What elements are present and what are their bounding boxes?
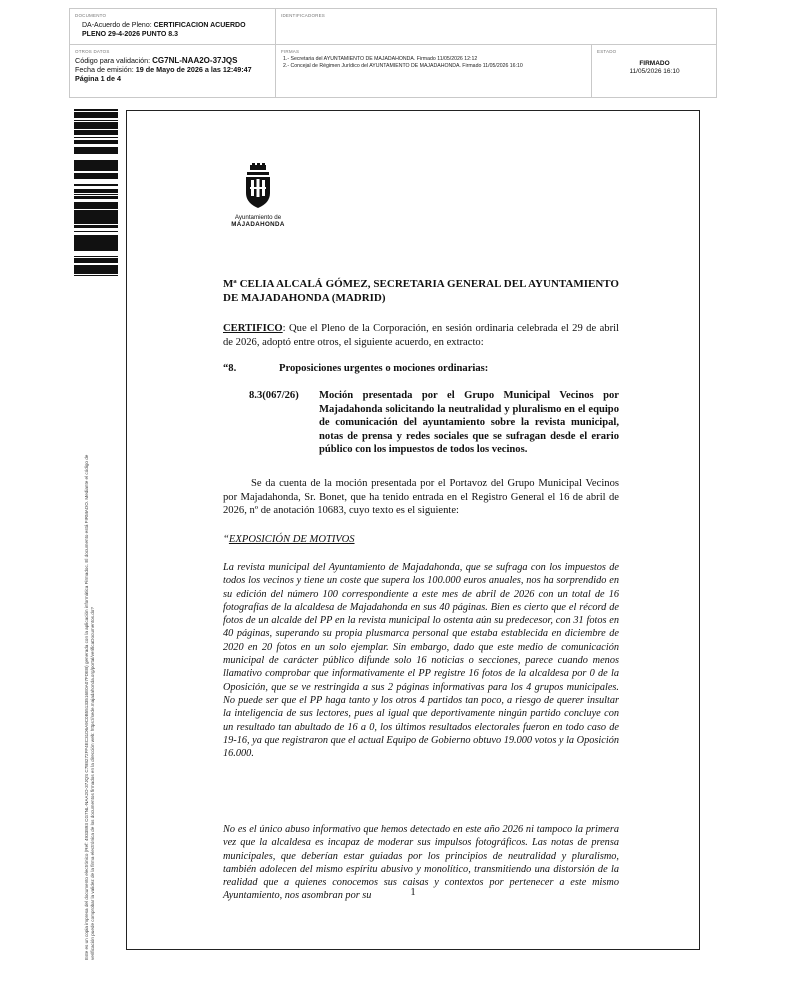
- document-title: Mª CELIA ALCALÁ GÓMEZ, SECRETARIA GENERAL DEL AYUNTAMIENTO DE MAJADAHONDA (MADRID): [223, 278, 619, 304]
- section-title: Proposiciones urgentes o mociones ordinarias:: [279, 363, 489, 374]
- expo-title: EXPOSICIÓN DE MOTIVOS: [228, 534, 355, 545]
- section-number: “8.: [223, 363, 237, 374]
- estado-value: FIRMADO: [639, 60, 670, 67]
- otros-label: OTROS DATOS: [75, 49, 110, 54]
- certifico-label: CERTIFICO: [223, 323, 283, 334]
- codigo-prefix: Código para validación:: [75, 56, 151, 65]
- logo-text: [223, 214, 293, 228]
- side-text-line-1: Este es un copia impresa del documento electrónico (Ref: 4933893 CG7NL-NAA2O-37JQS C7B8272FF4EC31D6A9C0B55133516E0A07FDEB) generada con la aplicación informática Firmadoc. El documento está FIRMADO. Mediante el código de: [84, 454, 89, 960]
- document-header: [69, 8, 717, 98]
- motivos-paragraph-1: La revista municipal del Ayuntamiento de Majadahonda, que se sufraga con los impuestos de todos los vecinos y tiene un coste que supera los 100.000 euros anuales, nos ha sorprendido en su edición del número 100 correspondiente a este mes de abril de 2026 con un total de 16 fotografías de la alcaldesa de Majadahonda en sus 40 páginas. Bien es cierto que el récord de fotos de un alcalde del PP en la revista municipal lo ostenta aún su predecesor, con 31 fotos en 40 páginas, superando su propia plusmarca personal que estaba establecida en diciembre de 2020 en 20 fotos en un solo ejemplar. Sin embargo, dado que este medio de comunicación municipal de carácter público difunde solo 16 noticias o secciones, parece cuando menos llamativo comprobar que informativamente el PP registre 16 fotos de la alcaldesa por 0 de la Oposición, que se ve restringida a sus 2 páginas informativas para los 4 grupos municipales. No puede ser que el PP haga tanto y los otros 4 partidos tan poco, a riesgo de querer insultar la inteligencia de sus lectores, pues al igual que deportivamente ningún partido concluye con un resultado tan abultado de 16 a 0, los últimos resultados electorales fueron en todo caso de 19-16, ya que registraron que el actual Equipo de Gobierno obtuvo 19.000 votos y la Oposición 16.000.: [223, 562, 619, 760]
- barcode-image: [74, 108, 118, 276]
- firmas-cell: [276, 45, 592, 98]
- certifico-paragraph: [223, 322, 619, 349]
- documento-text: [75, 21, 270, 39]
- firmas-label: FIRMAS: [281, 49, 300, 54]
- motivos-paragraph-2: No es el único abuso informativo que hemos detectado en este año 2026 ni tampoco la primera vez que la alcaldesa es incapaz de moderar sus impulsos fotográficos. Las notas de prensa municipales, que deberían estar guiadas por los principios de neutralidad y pluralismo, también adolecen del mismo espíritu abusivo y monolítico, transmitiendo una distorsión de la realidad que a quienes conocemos sus caisas y contextos por pertenecer a este mismo Ayuntamiento, nos asombran por su: [223, 824, 619, 902]
- page-number: 1: [410, 887, 416, 898]
- coat-of-arms-icon: [241, 163, 275, 209]
- fecha-prefix: Fecha de emisión:: [75, 65, 134, 74]
- estado-cell: [592, 45, 717, 98]
- logo-line-2: MAJADAHONDA: [231, 221, 285, 228]
- fecha-value: 19 de Mayo de 2026 a las 12:49:47: [135, 65, 252, 74]
- document-page: [126, 110, 700, 950]
- documento-title-2: PLENO 29-4-2026 PUNTO 8.3: [82, 31, 178, 38]
- estado-label: ESTADO: [597, 49, 617, 54]
- cuenta-paragraph: Se da cuenta de la moción presentada por el Portavoz del Grupo Municipal Vecinos por Majadahonda, Sr. Bonet, que ha tenido entrada en el Registro General el 16 de abril de 2026, nº de anotación 10683, cuyo texto es el siguiente:: [223, 478, 619, 516]
- identificadores-cell: [276, 9, 717, 45]
- exposicion-heading: [223, 533, 619, 547]
- identificadores-label: IDENTIFICADORES: [281, 13, 326, 18]
- firma-2: 2.- Concejal de Régimen Jurídico del AYUNTAMIENTO DE MAJADAHONDA. Firmado 11/05/2026 16:10: [283, 63, 523, 69]
- section-heading: [223, 362, 619, 376]
- mocion-text: Moción presentada por el Grupo Municipal Vecinos por Majadahonda solicitando la neutralidad y pluralismo en el equipo de comunicación del ayuntamiento sobre la revista municipal, notas de prensa y redes sociales que se sufragan desde el erario público con los impuestos de todos los vecinos.: [319, 390, 619, 455]
- mocion-code: 8.3(067/26): [249, 390, 299, 401]
- documento-title-1: CERTIFICACION ACUERDO: [153, 22, 246, 29]
- pagina-info: Página 1 de 4: [75, 74, 121, 83]
- logo-line-1: Ayuntamiento de: [234, 214, 282, 221]
- expo-quote: “: [223, 534, 229, 545]
- estado-date: 11/05/2026 16:10: [629, 68, 680, 75]
- firma-1: 1.- Secretaria del AYUNTAMIENTO DE MAJADAHONDA. Firmado 11/05/2026 12:12: [283, 56, 478, 62]
- otros-datos-cell: [70, 45, 276, 98]
- certifico-text: : Que el Pleno de la Corporación, en sesión ordinaria celebrada el 29 de abril de 2026, adoptó entre otros, el siguiente acuerdo, en extracto:: [223, 323, 619, 348]
- verification-side-text: [84, 290, 96, 960]
- ayuntamiento-logo: [223, 163, 293, 228]
- codigo-value[interactable]: CG7NL-NAA2O-37JQS: [152, 56, 238, 65]
- documento-cell: [70, 9, 276, 45]
- fecha-line: [75, 65, 270, 74]
- codigo-line: [75, 56, 270, 65]
- documento-label: DOCUMENTO: [75, 13, 107, 18]
- side-text-line-2: verificación puede comprobar la validez de la firma electrónica de los documentos firmados en la dirección web: https://sede.majadahonda.org/portal/verificaDocumentos.do?: [90, 607, 95, 960]
- documento-prefix: DA-Acuerdo de Pleno:: [82, 22, 152, 29]
